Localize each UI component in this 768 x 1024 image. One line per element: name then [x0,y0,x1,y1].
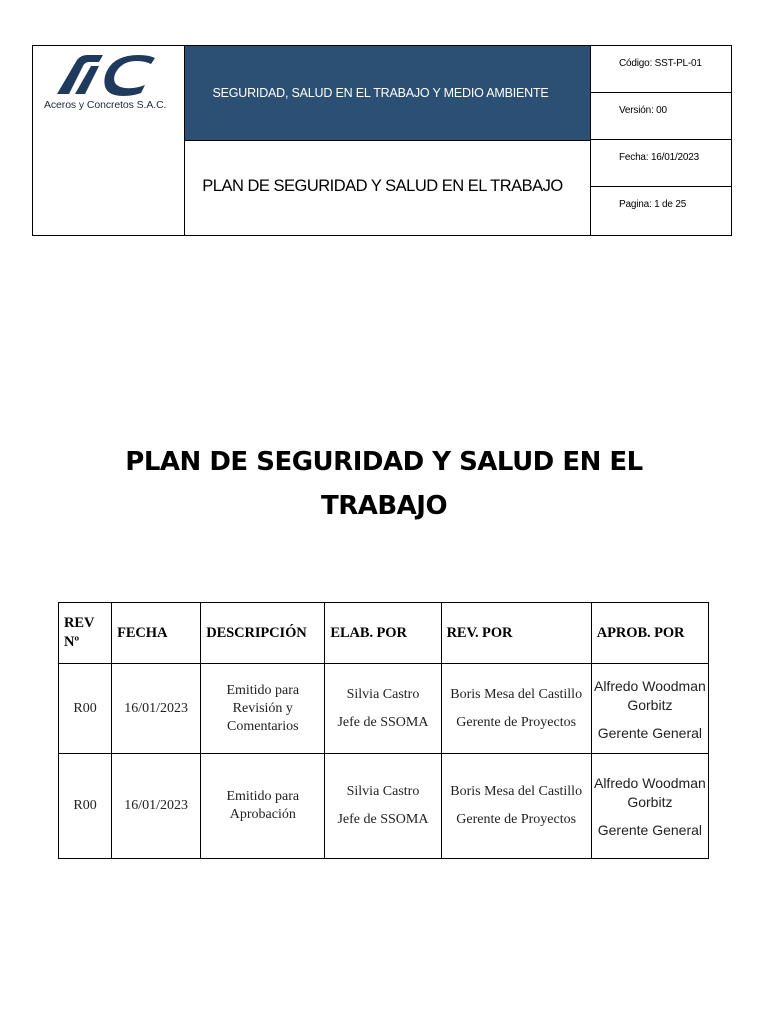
document-meta [590,46,731,235]
rev-role: Gerente de Proyectos [456,714,577,730]
aprob-name: Alfredo Woodman Gorbitz [593,775,706,810]
header-elab: ELAB. POR [325,603,441,664]
elab-name: Silvia Castro [346,686,420,702]
cell-rev: R00 [59,754,112,859]
cell-rev: R00 [59,664,112,754]
company-logo [55,52,163,98]
revision-table [58,602,709,859]
logo-cell [33,46,185,235]
title-line-2: TRABAJO [320,491,448,521]
table-row [59,664,709,754]
document-title [84,440,684,528]
meta-fecha: Fecha: 16/01/2023 [591,140,731,187]
company-name: Aceros y Concretos S.A.C. [44,99,167,111]
table-header-row [59,603,709,664]
table-row [59,754,709,859]
elab-role: Jefe de SSOMA [337,714,429,730]
header-aprob: APROB. POR [591,603,708,664]
elab-role: Jefe de SSOMA [337,812,429,827]
cell-aprob [591,754,708,859]
header-rev: REV Nº [59,603,112,664]
cell-aprob [591,664,708,754]
cell-rev-por [441,664,591,754]
cell-rev-por [441,754,591,859]
rev-name: Boris Mesa del Castillo [450,784,583,799]
rev-name: Boris Mesa del Castillo [450,686,583,702]
rev-role: Gerente de Proyectos [456,812,577,827]
cell-fecha: 16/01/2023 [112,754,201,859]
department-title: SEGURIDAD, SALUD EN EL TRABAJO Y MEDIO AMBIENTE [212,86,549,100]
aprob-role: Gerente General [597,724,703,741]
department-band [185,46,590,141]
document-header [32,45,732,236]
meta-version: Versión: 00 [591,93,731,140]
cell-descripcion: Emitido para Aprobación [201,754,325,859]
aprob-name: Alfredo Woodman Gorbitz [593,677,706,713]
cell-fecha: 16/01/2023 [112,664,201,754]
cell-elab [325,664,441,754]
plan-name-cell [185,141,590,235]
title-line-1: PLAN DE SEGURIDAD Y SALUD EN EL [125,447,643,477]
header-fecha: FECHA [112,603,201,664]
header-descripcion: DESCRIPCIÓN [201,603,325,664]
aprob-role: Gerente General [597,822,703,838]
cell-elab [325,754,441,859]
meta-pagina: Pagina: 1 de 25 [619,199,687,210]
plan-name: PLAN DE SEGURIDAD Y SALUD EN EL TRABAJO [202,176,563,195]
meta-codigo: Código: SST-PL-01 [591,46,731,93]
cell-descripcion: Emitido para Revisión y Comentarios [201,664,325,754]
header-rev-por: REV. POR [441,603,591,664]
elab-name: Silvia Castro [346,784,420,799]
